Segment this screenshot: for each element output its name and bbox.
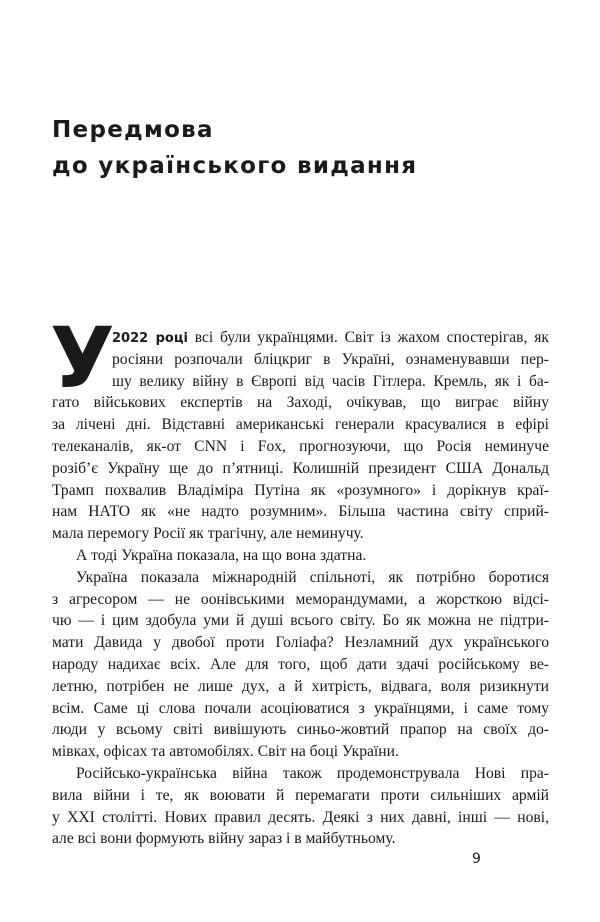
text-line: Україна показала міжнародній спільноті, як потрібно боротися [76, 568, 549, 586]
text-line: всім. Саме ці слова почали асоціюватися з українцями, і саме тому [52, 699, 549, 717]
text-line: Трамп похвалив Владіміра Путіна як «розумного» і дорікнув краї- [52, 481, 549, 499]
text-line: з агресором — не оонівськими меморандумами, а жорсткою відсі- [52, 590, 549, 608]
text-line: Російсько-українська війна також продемонструвала Нові пра- [76, 764, 549, 782]
text-line: вила війни і те, як воювати й перемагати проти сильніших армій [52, 786, 549, 804]
text-line-rest: всі були українцями. Світ із жахом спостерігав, як [187, 329, 549, 346]
text-line: за лічені дні. Відставні американські генерали красувалися в ефірі [52, 416, 549, 434]
text-line: мівках, офісах та автомобілях. Світ на боці України. [52, 743, 399, 761]
text-line: люди у всьому світі вивішують синьо-жовтий прапор на своїх до- [52, 721, 549, 739]
lead-words: 2022 році [112, 331, 188, 346]
drop-cap: У [50, 309, 115, 407]
text-line: А тоді Україна показала, на що вона здатна. [76, 546, 367, 564]
text-line: росіяни розпочали бліцкриг в Україні, ознаменувавши пер- [112, 350, 549, 368]
text-line: розіб’є Україну ще до п’ятниці. Колишній президент США Дональд [52, 459, 549, 477]
text-line: шу велику війну в Європі від часів Гітлера. Кремль, як і ба- [112, 372, 549, 390]
chapter-title [52, 112, 417, 184]
body-text [52, 327, 549, 850]
text-line: гато військових експертів на Заході, очікував, що виграє війну [52, 394, 549, 412]
page-number: 9 [472, 851, 481, 867]
text-line: нам НАТО як «не надто розумним». Більша частина світу сприй- [52, 503, 549, 521]
chapter-title-line-2: до українського видання [52, 153, 418, 179]
text-line: мала перемогу Росії як трагічну, але неминучу. [52, 525, 364, 543]
chapter-title-line-1: Передмова [52, 117, 214, 143]
text-line: чю — і цим здобула уми й душі всього світу. Бо як можна не підтри- [52, 612, 549, 630]
text-line: летню, потрібен не лише дух, а й хитрість, відвага, воля ризикнути [52, 677, 549, 695]
text-line: телеканалів, як-от CNN і Fox, прогнозуючи, що Росія неминуче [52, 437, 549, 455]
text-line: мати Давида у двобої проти Голіафа? Незламний дух українського [52, 634, 549, 652]
text-line [112, 327, 549, 349]
text-line: у XXI столітті. Нових правил десять. Деякі з них давні, інші — нові, [52, 808, 549, 826]
text-line: але всі вони формують війну зараз і в майбутньому. [52, 830, 396, 848]
text-line: народу надихає всіх. Але для того, щоб дати здачі російському ве- [52, 655, 549, 673]
